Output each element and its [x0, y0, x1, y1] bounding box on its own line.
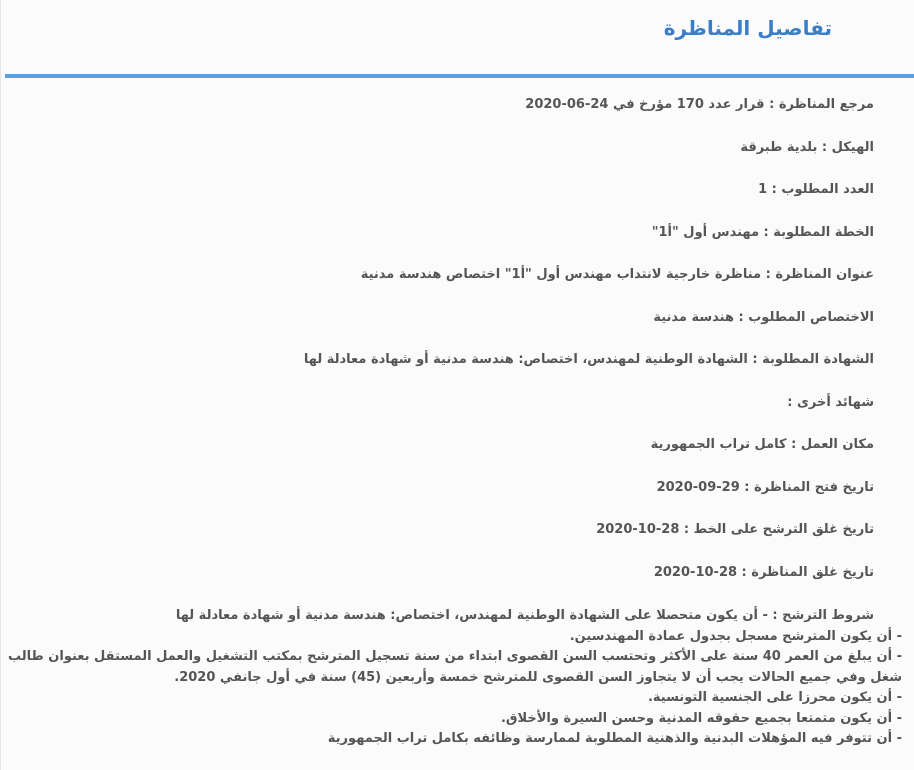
condition-item: - أن يبلغ من العمر 40 سنة على الأكثر وتحتسب السن القصوى ابتداء من سنة تسجيل المترشح بمكتب التشغيل والعمل المستقل بعنوان طالب شغل وفي جميع الحالات يجب أن لا يتجاوز السن القصوى للمترشح خمسة وأربعين (45) سنة في أول جانفي 2020. — [7, 649, 902, 685]
page-title: تفاصيل المناظرة — [663, 16, 832, 40]
field-value: بلدية طبرقة — [740, 139, 818, 155]
field-closing-date: تاريخ غلق المناظرة : 28-10-2020 — [653, 564, 874, 580]
header-divider — [5, 74, 914, 78]
field-label: الخطة المطلوبة — [773, 224, 874, 240]
field-degree: الشهادة المطلوبة : الشهادة الوطنية لمهندس، اختصاص: هندسة مدنية أو شهادة معادلة لها — [303, 352, 874, 367]
field-specialty: الاختصاص المطلوب : هندسة مدنية — [653, 309, 874, 325]
condition-item: - أن يكون متمتعا بجميع حقوقه المدنية وحسن السيرة والأخلاق. — [500, 710, 902, 726]
field-label: مرجع المناظرة — [778, 97, 874, 112]
field-workplace: مكان العمل : كامل تراب الجمهورية — [650, 437, 874, 452]
field-label: عنوان المناظرة — [775, 267, 874, 282]
field-value: مناظرة خارجية لانتداب مهندس أول "أ1" اختصاص هندسة مدنية — [360, 267, 762, 282]
field-value: كامل تراب الجمهورية — [650, 437, 787, 452]
condition-item: - أن يكون المترشح مسجل بجدول عمادة المهندسين. — [569, 628, 902, 644]
field-value: الشهادة الوطنية لمهندس، اختصاص: هندسة مدنية أو شهادة معادلة لها — [303, 352, 748, 367]
field-count: العدد المطلوب : 1 — [758, 182, 874, 197]
field-label: العدد المطلوب — [781, 182, 874, 197]
panel-header — [1, 0, 914, 74]
field-value: 28-10-2020 — [596, 522, 680, 537]
field-label: تاريخ فتح المناظرة — [754, 479, 874, 495]
field-value: 29-09-2020 — [656, 479, 740, 495]
application-conditions — [7, 606, 902, 750]
field-opening-date: تاريخ فتح المناظرة : 29-09-2020 — [656, 479, 874, 495]
field-label: تاريخ غلق الترشح على الخط — [693, 522, 874, 537]
field-value: 28-10-2020 — [653, 564, 738, 580]
details-list — [21, 96, 874, 606]
field-value: مهندس أول "أ1" — [651, 224, 760, 240]
field-competition-title: عنوان المناظرة : مناظرة خارجية لانتداب مهندس أول "أ1" اختصاص هندسة مدنية — [360, 267, 874, 282]
field-position: الخطة المطلوبة : مهندس أول "أ1" — [651, 224, 874, 240]
field-label: مكان العمل — [800, 437, 874, 452]
condition-item: - أن يكون متحصلا على الشهادة الوطنية لمهندس، اختصاص: هندسة مدنية أو شهادة معادلة لها — [175, 608, 768, 623]
condition-item: - أن تتوفر فيه المؤهلات البدنية والذهنية المطلوبة لممارسة وظائفه بكامل تراب الجمهورية — [327, 731, 902, 746]
field-label: شهائد أخرى — [797, 394, 874, 410]
field-other-degrees: شهائد أخرى : — [787, 394, 874, 410]
condition-item: - أن يكون محرزا على الجنسية التونسية. — [647, 690, 902, 705]
field-online-closing-date: تاريخ غلق الترشح على الخط : 28-10-2020 — [596, 522, 874, 537]
conditions-label: شروط الترشح — [782, 608, 874, 623]
field-value: قرار عدد 170 مؤرخ في 24-06-2020 — [525, 97, 765, 112]
field-label: الشهادة المطلوبة — [762, 352, 874, 367]
field-reference: مرجع المناظرة : قرار عدد 170 مؤرخ في 24-06-2020 — [525, 97, 874, 112]
field-label: تاريخ غلق المناظرة — [751, 564, 874, 580]
field-label: الهيكل — [831, 139, 874, 155]
field-label: الاختصاص المطلوب — [748, 309, 874, 325]
conditions-first-line: شروط الترشح : - أن يكون متحصلا على الشهادة الوطنية لمهندس، اختصاص: هندسة مدنية أو شهادة معادلة لها — [175, 608, 874, 623]
field-value: 1 — [758, 182, 768, 197]
field-structure: الهيكل : بلدية طبرقة — [740, 139, 874, 155]
field-value: هندسة مدنية — [653, 309, 734, 325]
